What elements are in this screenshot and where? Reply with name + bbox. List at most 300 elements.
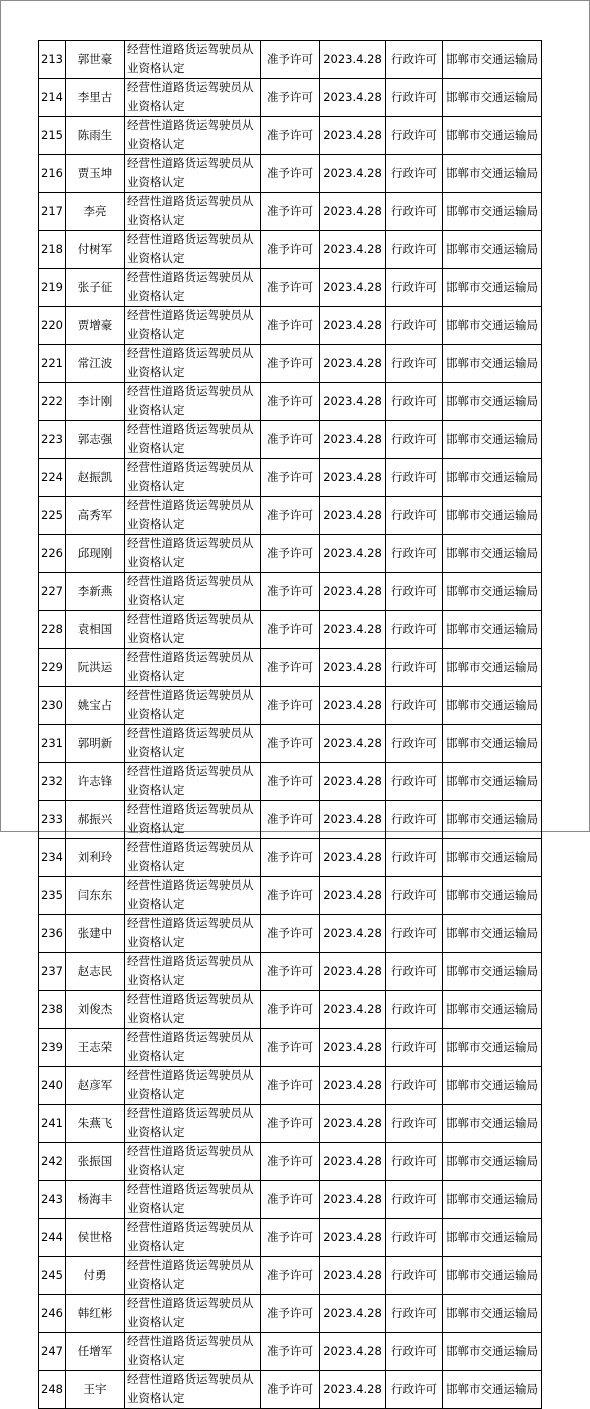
cell-name: 袁相国 <box>66 611 125 649</box>
cell-item <box>125 1333 261 1371</box>
cell-item-text: 经营性道路货运驾驶员从业资格认定 <box>127 156 254 189</box>
cell-item-text: 经营性道路货运驾驶员从业资格认定 <box>127 422 254 455</box>
cell-date: 2023.4.28 <box>320 79 386 117</box>
cell-type: 准予许可 <box>261 1067 320 1105</box>
cell-item-text: 经营性道路货运驾驶员从业资格认定 <box>127 1258 254 1291</box>
table-row <box>39 231 542 269</box>
cell-no: 230 <box>39 687 66 725</box>
cell-kind: 行政许可 <box>386 155 443 193</box>
cell-name: 张子征 <box>66 269 125 307</box>
cell-no: 227 <box>39 573 66 611</box>
cell-item <box>125 1029 261 1067</box>
cell-item-text: 经营性道路货运驾驶员从业资格认定 <box>127 308 254 341</box>
cell-item-text: 经营性道路货运驾驶员从业资格认定 <box>127 384 254 417</box>
cell-item <box>125 763 261 801</box>
cell-org: 邯郸市交通运输局 <box>443 231 542 269</box>
cell-item <box>125 117 261 155</box>
cell-type: 准予许可 <box>261 79 320 117</box>
license-table <box>38 40 542 1409</box>
cell-type: 准予许可 <box>261 1219 320 1257</box>
cell-org: 邯郸市交通运输局 <box>443 459 542 497</box>
cell-kind: 行政许可 <box>386 1257 443 1295</box>
cell-date: 2023.4.28 <box>320 687 386 725</box>
cell-no: 238 <box>39 991 66 1029</box>
cell-org: 邯郸市交通运输局 <box>443 193 542 231</box>
cell-date: 2023.4.28 <box>320 421 386 459</box>
cell-no: 243 <box>39 1181 66 1219</box>
cell-kind: 行政许可 <box>386 687 443 725</box>
cell-no: 241 <box>39 1105 66 1143</box>
cell-type: 准予许可 <box>261 193 320 231</box>
cell-name: 任增军 <box>66 1333 125 1371</box>
cell-name: 邱现刚 <box>66 535 125 573</box>
table-row <box>39 1143 542 1181</box>
cell-kind: 行政许可 <box>386 269 443 307</box>
cell-org: 邯郸市交通运输局 <box>443 79 542 117</box>
cell-no: 215 <box>39 117 66 155</box>
cell-no: 217 <box>39 193 66 231</box>
cell-no: 237 <box>39 953 66 991</box>
table-row <box>39 801 542 839</box>
cell-name: 赵振凯 <box>66 459 125 497</box>
table-row <box>39 1333 542 1371</box>
cell-kind: 行政许可 <box>386 1333 443 1371</box>
cell-date: 2023.4.28 <box>320 1257 386 1295</box>
cell-name: 刘利玲 <box>66 839 125 877</box>
table-row <box>39 839 542 877</box>
cell-name: 付树军 <box>66 231 125 269</box>
cell-date: 2023.4.28 <box>320 1371 386 1409</box>
cell-kind: 行政许可 <box>386 41 443 79</box>
cell-item-text: 经营性道路货运驾驶员从业资格认定 <box>127 232 254 265</box>
cell-kind: 行政许可 <box>386 763 443 801</box>
cell-item-text: 经营性道路货运驾驶员从业资格认定 <box>127 802 254 835</box>
cell-date: 2023.4.28 <box>320 459 386 497</box>
cell-item <box>125 383 261 421</box>
cell-item-text: 经营性道路货运驾驶员从业资格认定 <box>127 460 254 493</box>
table-row <box>39 1295 542 1333</box>
cell-item <box>125 345 261 383</box>
cell-no: 214 <box>39 79 66 117</box>
cell-type: 准予许可 <box>261 117 320 155</box>
table-row <box>39 877 542 915</box>
cell-kind: 行政许可 <box>386 345 443 383</box>
cell-no: 223 <box>39 421 66 459</box>
cell-no: 218 <box>39 231 66 269</box>
cell-kind: 行政许可 <box>386 79 443 117</box>
cell-type: 准予许可 <box>261 915 320 953</box>
cell-date: 2023.4.28 <box>320 497 386 535</box>
cell-org: 邯郸市交通运输局 <box>443 801 542 839</box>
cell-org: 邯郸市交通运输局 <box>443 1333 542 1371</box>
cell-org: 邯郸市交通运输局 <box>443 839 542 877</box>
cell-no: 244 <box>39 1219 66 1257</box>
table-row <box>39 649 542 687</box>
cell-item-text: 经营性道路货运驾驶员从业资格认定 <box>127 688 254 721</box>
cell-item-text: 经营性道路货运驾驶员从业资格认定 <box>127 118 254 151</box>
cell-org: 邯郸市交通运输局 <box>443 345 542 383</box>
cell-org: 邯郸市交通运输局 <box>443 155 542 193</box>
cell-name: 杨海丰 <box>66 1181 125 1219</box>
cell-no: 226 <box>39 535 66 573</box>
cell-org: 邯郸市交通运输局 <box>443 725 542 763</box>
cell-kind: 行政许可 <box>386 459 443 497</box>
cell-no: 232 <box>39 763 66 801</box>
cell-item <box>125 1067 261 1105</box>
cell-date: 2023.4.28 <box>320 725 386 763</box>
cell-no: 220 <box>39 307 66 345</box>
cell-org: 邯郸市交通运输局 <box>443 1257 542 1295</box>
cell-type: 准予许可 <box>261 41 320 79</box>
cell-kind: 行政许可 <box>386 953 443 991</box>
cell-no: 228 <box>39 611 66 649</box>
cell-org: 邯郸市交通运输局 <box>443 497 542 535</box>
cell-item <box>125 687 261 725</box>
cell-kind: 行政许可 <box>386 839 443 877</box>
cell-name: 李计刚 <box>66 383 125 421</box>
cell-type: 准予许可 <box>261 839 320 877</box>
cell-type: 准予许可 <box>261 1143 320 1181</box>
cell-org: 邯郸市交通运输局 <box>443 1029 542 1067</box>
cell-no: 247 <box>39 1333 66 1371</box>
table-row <box>39 1257 542 1295</box>
cell-item <box>125 421 261 459</box>
cell-date: 2023.4.28 <box>320 801 386 839</box>
cell-org: 邯郸市交通运输局 <box>443 953 542 991</box>
cell-kind: 行政许可 <box>386 421 443 459</box>
table-row <box>39 1067 542 1105</box>
cell-item <box>125 801 261 839</box>
cell-item-text: 经营性道路货运驾驶员从业资格认定 <box>127 1106 254 1139</box>
table-row <box>39 953 542 991</box>
cell-item-text: 经营性道路货运驾驶员从业资格认定 <box>127 270 254 303</box>
cell-name: 高秀军 <box>66 497 125 535</box>
table-row <box>39 535 542 573</box>
cell-type: 准予许可 <box>261 269 320 307</box>
cell-no: 224 <box>39 459 66 497</box>
table-row <box>39 763 542 801</box>
cell-kind: 行政许可 <box>386 193 443 231</box>
cell-item <box>125 497 261 535</box>
cell-no: 234 <box>39 839 66 877</box>
cell-item-text: 经营性道路货运驾驶员从业资格认定 <box>127 346 254 379</box>
cell-item-text: 经营性道路货运驾驶员从业资格认定 <box>127 80 254 113</box>
cell-date: 2023.4.28 <box>320 1105 386 1143</box>
cell-date: 2023.4.28 <box>320 383 386 421</box>
cell-item <box>125 307 261 345</box>
cell-name: 王宇 <box>66 1371 125 1409</box>
cell-type: 准予许可 <box>261 725 320 763</box>
cell-item-text: 经营性道路货运驾驶员从业资格认定 <box>127 1182 254 1215</box>
cell-no: 240 <box>39 1067 66 1105</box>
table-row <box>39 383 542 421</box>
cell-kind: 行政许可 <box>386 1181 443 1219</box>
cell-org: 邯郸市交通运输局 <box>443 877 542 915</box>
cell-date: 2023.4.28 <box>320 1295 386 1333</box>
cell-no: 216 <box>39 155 66 193</box>
cell-date: 2023.4.28 <box>320 1333 386 1371</box>
cell-date: 2023.4.28 <box>320 1219 386 1257</box>
cell-kind: 行政许可 <box>386 725 443 763</box>
cell-name: 韩红彬 <box>66 1295 125 1333</box>
table-row <box>39 459 542 497</box>
cell-item <box>125 459 261 497</box>
cell-item-text: 经营性道路货运驾驶员从业资格认定 <box>127 1068 254 1101</box>
table-row <box>39 307 542 345</box>
cell-item <box>125 839 261 877</box>
cell-item <box>125 573 261 611</box>
cell-name: 张振国 <box>66 1143 125 1181</box>
cell-type: 准予许可 <box>261 1333 320 1371</box>
cell-type: 准予许可 <box>261 611 320 649</box>
cell-kind: 行政许可 <box>386 1295 443 1333</box>
cell-item <box>125 1143 261 1181</box>
cell-kind: 行政许可 <box>386 801 443 839</box>
cell-item-text: 经营性道路货运驾驶员从业资格认定 <box>127 1220 254 1253</box>
cell-date: 2023.4.28 <box>320 915 386 953</box>
table-row <box>39 991 542 1029</box>
cell-item <box>125 991 261 1029</box>
table-row <box>39 1181 542 1219</box>
cell-kind: 行政许可 <box>386 1029 443 1067</box>
cell-name: 贾玉坤 <box>66 155 125 193</box>
cell-date: 2023.4.28 <box>320 1067 386 1105</box>
cell-org: 邯郸市交通运输局 <box>443 421 542 459</box>
cell-no: 229 <box>39 649 66 687</box>
cell-kind: 行政许可 <box>386 497 443 535</box>
cell-type: 准予许可 <box>261 421 320 459</box>
cell-kind: 行政许可 <box>386 117 443 155</box>
cell-type: 准予许可 <box>261 649 320 687</box>
cell-item <box>125 1257 261 1295</box>
cell-kind: 行政许可 <box>386 383 443 421</box>
cell-type: 准予许可 <box>261 1257 320 1295</box>
table-row <box>39 1219 542 1257</box>
cell-type: 准予许可 <box>261 383 320 421</box>
cell-type: 准予许可 <box>261 307 320 345</box>
cell-item-text: 经营性道路货运驾驶员从业资格认定 <box>127 536 254 569</box>
cell-item-text: 经营性道路货运驾驶员从业资格认定 <box>127 1334 254 1367</box>
cell-item-text: 经营性道路货运驾驶员从业资格认定 <box>127 1296 254 1329</box>
cell-kind: 行政许可 <box>386 573 443 611</box>
cell-item-text: 经营性道路货运驾驶员从业资格认定 <box>127 726 254 759</box>
cell-item <box>125 79 261 117</box>
cell-item <box>125 535 261 573</box>
cell-date: 2023.4.28 <box>320 763 386 801</box>
cell-item-text: 经营性道路货运驾驶员从业资格认定 <box>127 42 254 75</box>
cell-item-text: 经营性道路货运驾驶员从业资格认定 <box>127 650 254 683</box>
cell-no: 221 <box>39 345 66 383</box>
cell-item <box>125 877 261 915</box>
cell-kind: 行政许可 <box>386 1371 443 1409</box>
cell-no: 235 <box>39 877 66 915</box>
cell-type: 准予许可 <box>261 953 320 991</box>
cell-no: 213 <box>39 41 66 79</box>
cell-date: 2023.4.28 <box>320 269 386 307</box>
cell-org: 邯郸市交通运输局 <box>443 41 542 79</box>
cell-date: 2023.4.28 <box>320 231 386 269</box>
cell-item <box>125 1371 261 1409</box>
table-row <box>39 41 542 79</box>
cell-name: 姚宝占 <box>66 687 125 725</box>
table-row <box>39 1029 542 1067</box>
cell-org: 邯郸市交通运输局 <box>443 991 542 1029</box>
cell-name: 张建中 <box>66 915 125 953</box>
cell-item <box>125 915 261 953</box>
cell-date: 2023.4.28 <box>320 649 386 687</box>
cell-org: 邯郸市交通运输局 <box>443 1371 542 1409</box>
cell-item-text: 经营性道路货运驾驶员从业资格认定 <box>127 612 254 645</box>
cell-name: 阮洪运 <box>66 649 125 687</box>
cell-item <box>125 725 261 763</box>
cell-no: 245 <box>39 1257 66 1295</box>
cell-kind: 行政许可 <box>386 877 443 915</box>
cell-item-text: 经营性道路货运驾驶员从业资格认定 <box>127 992 254 1025</box>
table-row <box>39 117 542 155</box>
cell-kind: 行政许可 <box>386 1143 443 1181</box>
cell-type: 准予许可 <box>261 345 320 383</box>
cell-org: 邯郸市交通运输局 <box>443 649 542 687</box>
cell-name: 常江波 <box>66 345 125 383</box>
cell-org: 邯郸市交通运输局 <box>443 117 542 155</box>
cell-date: 2023.4.28 <box>320 307 386 345</box>
cell-type: 准予许可 <box>261 991 320 1029</box>
table-row <box>39 345 542 383</box>
cell-no: 219 <box>39 269 66 307</box>
cell-kind: 行政许可 <box>386 535 443 573</box>
cell-date: 2023.4.28 <box>320 155 386 193</box>
cell-type: 准予许可 <box>261 801 320 839</box>
cell-item-text: 经营性道路货运驾驶员从业资格认定 <box>127 498 254 531</box>
cell-date: 2023.4.28 <box>320 1143 386 1181</box>
cell-date: 2023.4.28 <box>320 611 386 649</box>
cell-date: 2023.4.28 <box>320 41 386 79</box>
cell-org: 邯郸市交通运输局 <box>443 1219 542 1257</box>
cell-type: 准予许可 <box>261 459 320 497</box>
table-body <box>39 41 542 1409</box>
cell-item <box>125 231 261 269</box>
cell-no: 242 <box>39 1143 66 1181</box>
cell-kind: 行政许可 <box>386 611 443 649</box>
table-row <box>39 193 542 231</box>
cell-no: 239 <box>39 1029 66 1067</box>
cell-item-text: 经营性道路货运驾驶员从业资格认定 <box>127 574 254 607</box>
cell-type: 准予许可 <box>261 877 320 915</box>
table-row <box>39 421 542 459</box>
cell-kind: 行政许可 <box>386 1067 443 1105</box>
cell-type: 准予许可 <box>261 763 320 801</box>
cell-type: 准予许可 <box>261 535 320 573</box>
cell-item-text: 经营性道路货运驾驶员从业资格认定 <box>127 840 254 873</box>
cell-org: 邯郸市交通运输局 <box>443 307 542 345</box>
cell-name: 赵彦军 <box>66 1067 125 1105</box>
cell-item <box>125 1181 261 1219</box>
table-row <box>39 155 542 193</box>
table-row <box>39 269 542 307</box>
cell-name: 郭世豪 <box>66 41 125 79</box>
cell-org: 邯郸市交通运输局 <box>443 269 542 307</box>
table-row <box>39 915 542 953</box>
cell-org: 邯郸市交通运输局 <box>443 763 542 801</box>
cell-org: 邯郸市交通运输局 <box>443 611 542 649</box>
cell-date: 2023.4.28 <box>320 573 386 611</box>
cell-date: 2023.4.28 <box>320 535 386 573</box>
cell-item-text: 经营性道路货运驾驶员从业资格认定 <box>127 1030 254 1063</box>
table-row <box>39 573 542 611</box>
cell-name: 李亮 <box>66 193 125 231</box>
cell-name: 侯世格 <box>66 1219 125 1257</box>
cell-no: 236 <box>39 915 66 953</box>
cell-name: 闫东东 <box>66 877 125 915</box>
cell-no: 225 <box>39 497 66 535</box>
cell-kind: 行政许可 <box>386 991 443 1029</box>
cell-date: 2023.4.28 <box>320 953 386 991</box>
cell-item <box>125 611 261 649</box>
cell-item-text: 经营性道路货运驾驶员从业资格认定 <box>127 764 254 797</box>
cell-date: 2023.4.28 <box>320 877 386 915</box>
table-row <box>39 1105 542 1143</box>
cell-item <box>125 41 261 79</box>
cell-item-text: 经营性道路货运驾驶员从业资格认定 <box>127 954 254 987</box>
cell-org: 邯郸市交通运输局 <box>443 1067 542 1105</box>
cell-kind: 行政许可 <box>386 1219 443 1257</box>
cell-item <box>125 953 261 991</box>
cell-type: 准予许可 <box>261 1029 320 1067</box>
cell-org: 邯郸市交通运输局 <box>443 1295 542 1333</box>
cell-date: 2023.4.28 <box>320 193 386 231</box>
cell-date: 2023.4.28 <box>320 1181 386 1219</box>
cell-name: 许志锋 <box>66 763 125 801</box>
cell-type: 准予许可 <box>261 155 320 193</box>
cell-org: 邯郸市交通运输局 <box>443 1181 542 1219</box>
table-row <box>39 687 542 725</box>
cell-type: 准予许可 <box>261 497 320 535</box>
table-row <box>39 725 542 763</box>
cell-kind: 行政许可 <box>386 231 443 269</box>
cell-kind: 行政许可 <box>386 649 443 687</box>
cell-name: 陈雨生 <box>66 117 125 155</box>
cell-name: 刘俊杰 <box>66 991 125 1029</box>
cell-org: 邯郸市交通运输局 <box>443 1105 542 1143</box>
cell-name: 李新燕 <box>66 573 125 611</box>
cell-type: 准予许可 <box>261 687 320 725</box>
cell-item <box>125 1105 261 1143</box>
cell-type: 准予许可 <box>261 1105 320 1143</box>
cell-name: 贾增豪 <box>66 307 125 345</box>
cell-name: 朱燕飞 <box>66 1105 125 1143</box>
cell-name: 王志荣 <box>66 1029 125 1067</box>
cell-name: 李里古 <box>66 79 125 117</box>
cell-date: 2023.4.28 <box>320 345 386 383</box>
cell-item <box>125 269 261 307</box>
cell-name: 赵志民 <box>66 953 125 991</box>
table-row <box>39 497 542 535</box>
cell-no: 246 <box>39 1295 66 1333</box>
cell-org: 邯郸市交通运输局 <box>443 535 542 573</box>
table-row <box>39 611 542 649</box>
cell-item-text: 经营性道路货运驾驶员从业资格认定 <box>127 1372 254 1405</box>
table-row <box>39 79 542 117</box>
cell-date: 2023.4.28 <box>320 839 386 877</box>
cell-name: 郭志强 <box>66 421 125 459</box>
cell-item <box>125 649 261 687</box>
cell-org: 邯郸市交通运输局 <box>443 573 542 611</box>
cell-item-text: 经营性道路货运驾驶员从业资格认定 <box>127 916 254 949</box>
cell-type: 准予许可 <box>261 1295 320 1333</box>
table-row <box>39 1371 542 1409</box>
cell-item <box>125 193 261 231</box>
cell-name: 郝振兴 <box>66 801 125 839</box>
